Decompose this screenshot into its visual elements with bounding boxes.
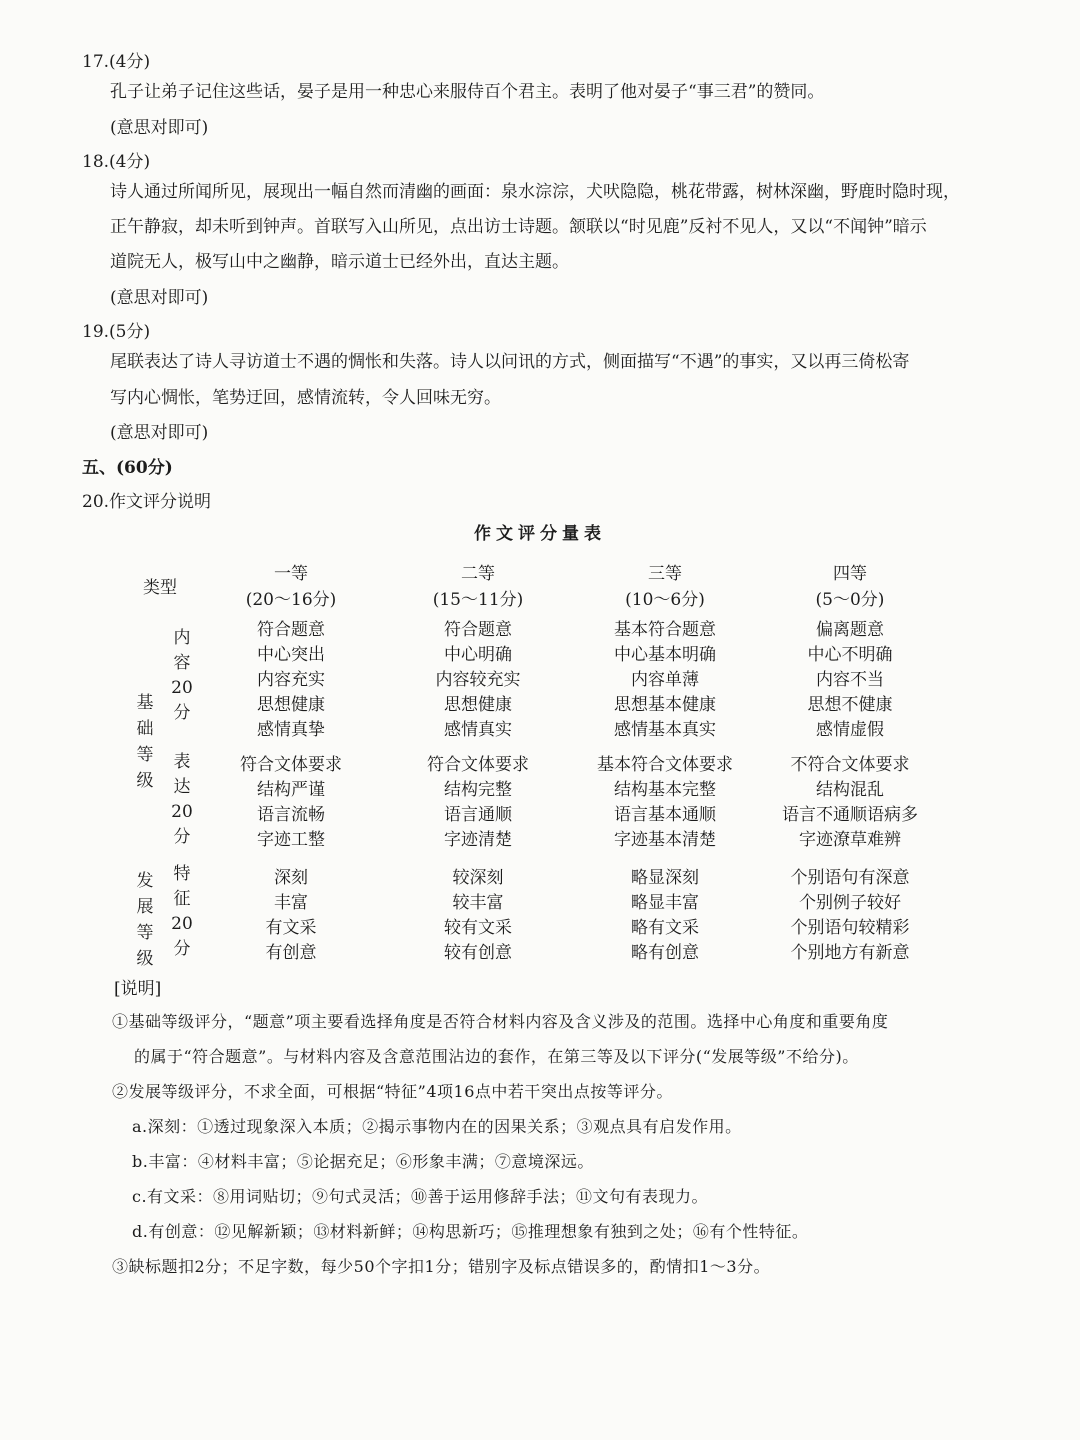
grade-4-range: (5～0分) <box>815 590 885 610</box>
table-cell: 字迹基本清楚 <box>614 830 716 850</box>
table-cell: 结构混乱 <box>816 780 884 800</box>
question-19-note: (意思对即可) <box>110 423 209 443</box>
table-cell: 感情基本真实 <box>614 720 716 740</box>
table-cell: 语言不通顺语病多 <box>782 805 918 825</box>
question-18-note: (意思对即可) <box>110 288 209 308</box>
table-cell: 有创意 <box>265 943 317 963</box>
table-cell: 结构严谨 <box>257 780 325 800</box>
explanation-label: [说明] <box>114 979 162 999</box>
basic-level-label: 基础等级 <box>136 693 154 791</box>
question-17-number: 17.(4分) <box>82 52 151 72</box>
table-cell: 思想健康 <box>257 695 325 715</box>
explanation-line: d.有创意：⑫见解新颖；⑬材料新鲜；⑭构思新巧；⑮推理想象有独到之处；⑯有个性特征。 <box>132 1222 809 1241</box>
table-cell: 符合文体要求 <box>240 755 342 775</box>
table-cell: 较有创意 <box>444 943 512 963</box>
question-18-answer-line: 道院无人，极写山中之幽静，暗示道士已经外出，直达主题。 <box>110 252 569 272</box>
section-heading: 五、(60分) <box>82 458 173 478</box>
question-17-note: (意思对即可) <box>110 118 209 138</box>
table-cell: 内容不当 <box>816 670 884 690</box>
grade-3-range: (10～6分) <box>625 590 705 610</box>
table-cell: 语言通顺 <box>444 805 512 825</box>
table-cell: 基本符合文体要求 <box>597 755 733 775</box>
table-cell: 略显深刻 <box>631 868 699 888</box>
content-label: 内容20分 <box>171 628 193 723</box>
explanation-line: a.深刻：①透过现象深入本质；②揭示事物内在的因果关系；③观点具有启发作用。 <box>132 1117 742 1136</box>
table-cell: 偏离题意 <box>816 620 884 640</box>
feature-label: 特征20分 <box>171 864 193 959</box>
table-cell: 较有文采 <box>444 918 512 938</box>
table-cell: 思想基本健康 <box>614 695 716 715</box>
question-17-answer: 孔子让弟子记住这些话，晏子是用一种忠心来服侍百个君主。表明了他对晏子“事三君”的赞同。 <box>110 82 825 102</box>
grade-4-name: 四等 <box>833 564 867 584</box>
expression-label: 表达20分 <box>171 752 193 847</box>
table-cell: 语言基本通顺 <box>614 805 716 825</box>
grade-1-range: (20～16分) <box>245 590 337 610</box>
table-cell: 略显丰富 <box>631 893 699 913</box>
grade-3-name: 三等 <box>648 564 682 584</box>
question-19-answer-line: 写内心惆怅，笔势迂回，感情流转，令人回味无穷。 <box>110 388 501 408</box>
table-cell: 内容单薄 <box>631 670 699 690</box>
explanation-line: c.有文采：⑧用词贴切；⑨句式灵活；⑩善于运用修辞手法；⑪文句有表现力。 <box>132 1187 709 1206</box>
table-cell: 字迹清楚 <box>444 830 512 850</box>
table-cell: 字迹工整 <box>257 830 325 850</box>
table-cell: 个别地方有新意 <box>790 943 910 963</box>
table-cell: 思想健康 <box>444 695 512 715</box>
table-cell: 符合题意 <box>257 620 325 640</box>
question-19-number: 19.(5分) <box>82 322 151 342</box>
table-cell: 个别语句较精彩 <box>790 918 910 938</box>
table-cell: 深刻 <box>274 868 308 888</box>
table-title: 作文评分量表 <box>474 524 606 544</box>
table-cell: 个别语句有深意 <box>790 868 910 888</box>
grade-2-range: (15～11分) <box>432 590 524 610</box>
table-cell: 较深刻 <box>452 868 504 888</box>
explanation-line: ③缺标题扣2分；不足字数，每少50个字扣1分；错别字及标点错误多的，酌情扣1～3分。 <box>112 1257 771 1276</box>
table-cell: 基本符合题意 <box>614 620 716 640</box>
table-cell: 感情虚假 <box>816 720 884 740</box>
development-level-label: 发展等级 <box>136 871 154 969</box>
table-cell: 不符合文体要求 <box>790 755 910 775</box>
table-cell: 感情真挚 <box>257 720 325 740</box>
table-cell: 结构完整 <box>444 780 512 800</box>
question-18-answer-line: 诗人通过所闻所见，展现出一幅自然而清幽的画面：泉水淙淙，犬吠隐隐，桃花带露，树林深幽，野鹿时隐时现， <box>110 182 960 202</box>
grade-2-name: 二等 <box>461 564 495 584</box>
table-cell: 内容充实 <box>257 670 325 690</box>
table-cell: 中心明确 <box>444 645 512 665</box>
explanation-line: b.丰富：④材料丰富；⑤论据充足；⑥形象丰满；⑦意境深远。 <box>132 1152 594 1171</box>
table-cell: 略有创意 <box>631 943 699 963</box>
question-19-answer-line: 尾联表达了诗人寻访道士不遇的惆怅和失落。诗人以问讯的方式，侧面描写“不遇”的事实，又以再三倚松寄 <box>110 352 910 372</box>
table-cell: 中心基本明确 <box>614 645 716 665</box>
grade-1-name: 一等 <box>274 564 308 584</box>
table-cell: 中心不明确 <box>807 645 893 665</box>
table-cell: 略有文采 <box>631 918 699 938</box>
question-18-answer-line: 正午静寂，却未听到钟声。首联写入山所见，点出访士诗题。颔联以“时见鹿”反衬不见人，又以“不闻钟”暗示 <box>110 217 927 237</box>
explanation-line: ①基础等级评分，“题意”项主要看选择角度是否符合材料内容及含义涉及的范围。选择中心角度和重要角度 <box>112 1012 889 1031</box>
table-cell: 符合文体要求 <box>427 755 529 775</box>
table-cell: 丰富 <box>274 893 308 913</box>
table-cell: 内容较充实 <box>435 670 521 690</box>
table-cell: 思想不健康 <box>807 695 893 715</box>
table-cell: 较丰富 <box>452 893 504 913</box>
table-cell: 结构基本完整 <box>614 780 716 800</box>
type-label: 类型 <box>143 578 177 598</box>
table-cell: 符合题意 <box>444 620 512 640</box>
explanation-line: 的属于“符合题意”。与材料内容及含意范围沾边的套作，在第三等及以下评分(“发展等级”不给分)。 <box>134 1047 859 1066</box>
question-20-heading: 20.作文评分说明 <box>82 492 212 512</box>
question-18-number: 18.(4分) <box>82 152 151 172</box>
table-cell: 中心突出 <box>257 645 325 665</box>
table-cell: 感情真实 <box>444 720 512 740</box>
table-cell: 有文采 <box>265 918 317 938</box>
table-cell: 字迹潦草难辨 <box>799 830 901 850</box>
explanation-line: ②发展等级评分，不求全面，可根据“特征”4项16点中若干突出点按等评分。 <box>112 1082 673 1101</box>
table-cell: 个别例子较好 <box>799 893 901 913</box>
table-cell: 语言流畅 <box>257 805 325 825</box>
